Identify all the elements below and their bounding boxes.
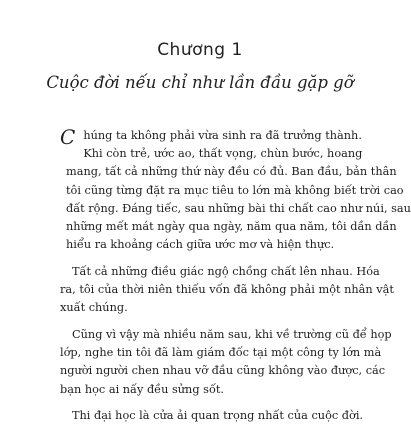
paragraph-4: [60, 407, 364, 425]
text-line: đất rộng. Đáng tiếc, sau những bài thi chất cao như núi, sau: [66, 201, 411, 215]
text-line: mang, tất cả những thứ này đều có đủ. Ban đầu, bản thân: [66, 165, 397, 179]
text-line: tôi cũng từng đặt ra mục tiêu to lớn mà không biết trời cao: [66, 183, 404, 197]
text-line: Chúng ta không phải vừa sinh ra đã trưởng thành.: [60, 125, 362, 149]
text-line: Khi còn trẻ, ước ao, thất vọng, chùn bước, hoang: [83, 147, 363, 161]
text-line: Cũng vì vậy mà nhiều năm sau, khi về trường cũ để họp: [72, 328, 392, 342]
chapter-label: Chương 1: [157, 40, 243, 60]
chapter-body: [60, 125, 411, 434]
paragraph-3: [60, 326, 392, 399]
text-line: Tất cả những điều giác ngộ chồng chất lên nhau. Hóa: [72, 264, 380, 278]
text-line: ra, tôi của thời niên thiếu vốn đã không phải một nhân vật: [60, 283, 394, 297]
chapter-title: Cuộc đời nếu chỉ như lần đầu gặp gỡ: [46, 73, 354, 92]
paragraph-1: [60, 125, 411, 254]
paragraph-2: [60, 263, 394, 318]
text-line: những mết mát ngày qua ngày, năm qua năm, tôi dần dần: [66, 220, 397, 234]
text-line: xuất chúng.: [60, 301, 128, 315]
text-line: hiểu ra khoảng cách giữa ước mơ và hiện thực.: [66, 238, 335, 252]
text-line: người người chen nhau vỡ đầu cũng không vào được, các: [60, 364, 386, 378]
text-line: Thi đại học là cửa ải quan trọng nhất của cuộc đời.: [72, 409, 364, 423]
text-line: lớp, nghe tin tôi đã làm giám đốc tại một công ty lớn mà: [60, 346, 382, 360]
text-line: bạn học ai nấy đều sửng sốt.: [60, 382, 224, 396]
